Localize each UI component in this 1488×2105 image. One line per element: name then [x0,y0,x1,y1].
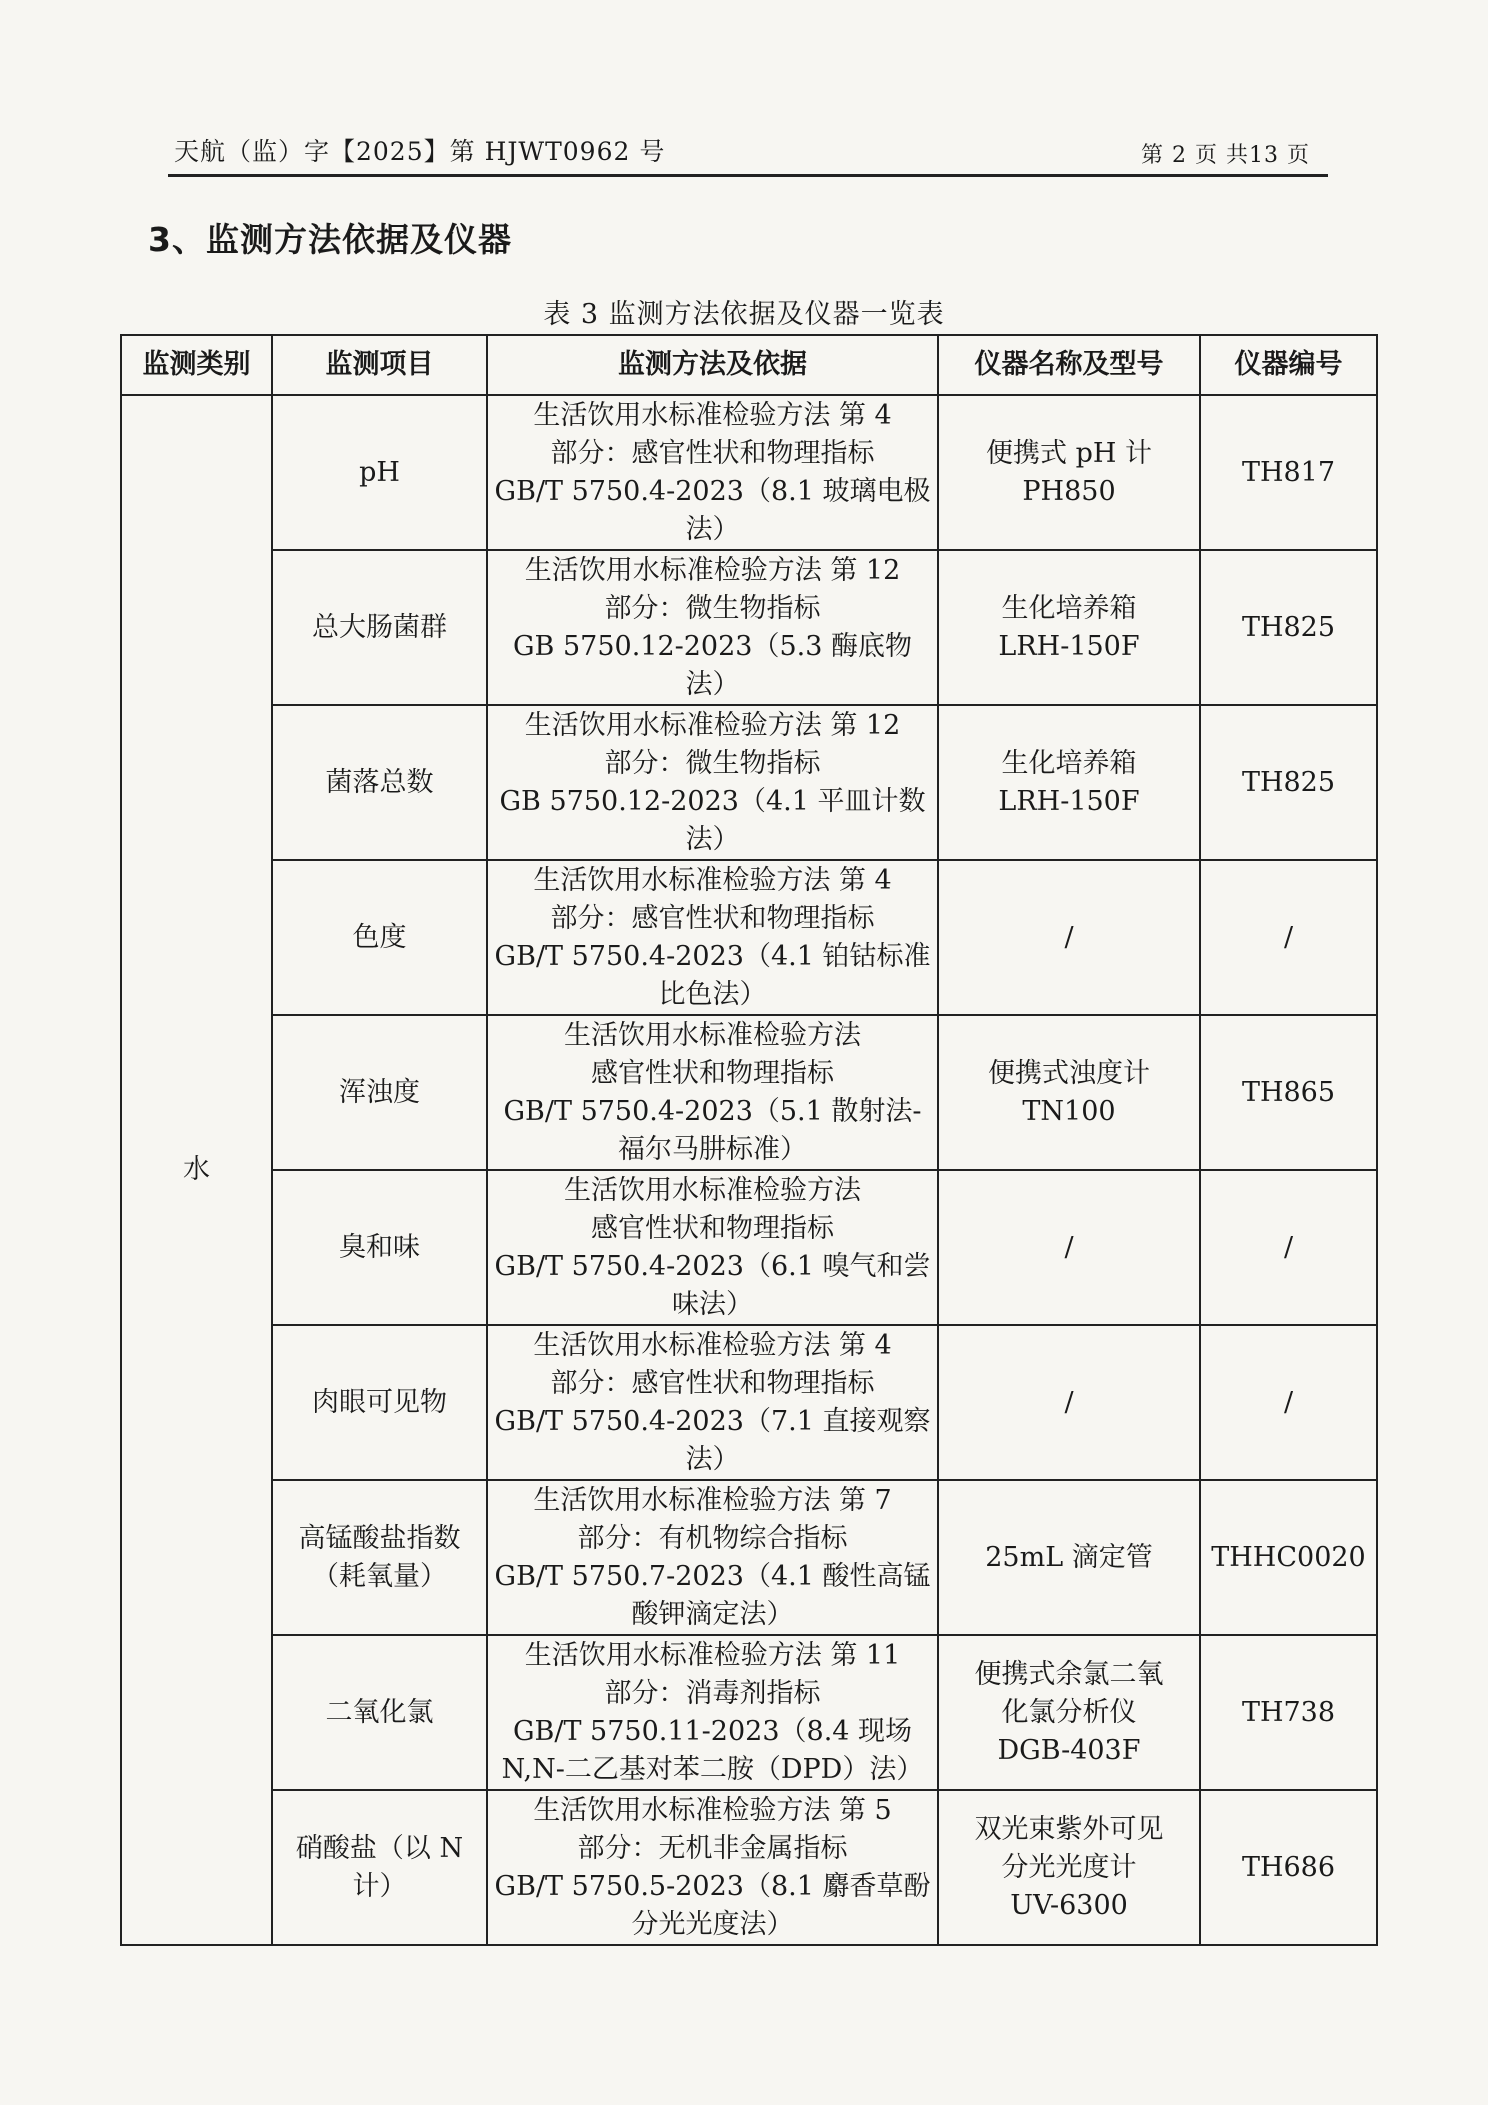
table-body [121,395,1377,1945]
instrument-cell [938,1325,1200,1480]
item-cell: 浑浊度 [272,1015,487,1170]
cell-line: PH850 [1022,475,1116,507]
cell-line: 法） [685,823,740,855]
document-number: 天航（监）字【2025】第 HJWT0962 号 [174,137,666,166]
cell-line: 生化培养箱 [1001,592,1137,624]
cell-line: GB/T 5750.4-2023（8.1 玻璃电极 [494,475,931,507]
cell-line: 法） [685,1443,740,1475]
cell-line: LRH-150F [998,785,1140,817]
item-cell: 菌落总数 [272,705,487,860]
page-number: 第 2 页 共13 页 [1141,143,1310,168]
cell-line: GB/T 5750.4-2023（5.1 散射法- [503,1095,922,1127]
cell-line: UV-6300 [1010,1889,1128,1921]
cell-line: 计） [352,1870,407,1902]
instrument-cell [938,550,1200,705]
instrument-cell [938,860,1200,1015]
instrument-number-cell: / [1200,860,1377,1015]
method-cell [487,1635,938,1790]
column-header: 监测方法及依据 [487,335,938,395]
instrument-cell [938,1015,1200,1170]
cell-line: 部分：感官性状和物理指标 [550,902,875,934]
cell-line: GB 5750.12-2023（4.1 平皿计数 [499,785,926,817]
column-header: 监测项目 [272,335,487,395]
instrument-cell [938,1480,1200,1635]
item-cell: 总大肠菌群 [272,550,487,705]
cell-line: 部分：微生物指标 [604,747,821,779]
instrument-cell [938,1635,1200,1790]
instrument-number-cell: TH817 [1200,395,1377,550]
category-cell: 水 [121,395,272,1945]
table-row [121,1015,1377,1170]
cell-line: 便携式浊度计 [988,1057,1150,1089]
method-cell [487,1480,938,1635]
instrument-number-cell: TH825 [1200,705,1377,860]
cell-line: 生活饮用水标准检验方法 第 12 [524,554,901,586]
cell-line: / [1064,921,1074,953]
instrument-number-cell: TH738 [1200,1635,1377,1790]
item-cell: 二氧化氯 [272,1635,487,1790]
cell-line: 部分：微生物指标 [604,592,821,624]
cell-line: 法） [685,513,740,545]
cell-line: GB/T 5750.4-2023（6.1 嗅气和尝 [494,1250,931,1282]
cell-line: 高锰酸盐指数 [298,1522,461,1554]
cell-line: GB 5750.12-2023（5.3 酶底物法） [512,630,912,700]
column-header: 监测类别 [121,335,272,395]
method-cell [487,1015,938,1170]
cell-line: 酸钾滴定法） [631,1598,794,1630]
table-row [121,705,1377,860]
cell-line: 生活饮用水标准检验方法 第 4 [533,399,892,431]
item-cell: pH [272,395,487,550]
column-header: 仪器名称及型号 [938,335,1200,395]
method-cell [487,1790,938,1945]
cell-line: TN100 [1022,1095,1116,1127]
method-cell [487,395,938,550]
monitoring-methods-table [120,334,1378,1946]
cell-line: 化氯分析仪 [1001,1696,1137,1728]
cell-line: LRH-150F [998,630,1140,662]
column-header: 仪器编号 [1200,335,1377,395]
method-cell [487,860,938,1015]
cell-line: 感官性状和物理指标 [591,1212,834,1244]
section-title: 3、监测方法依据及仪器 [148,220,512,259]
cell-line: 生活饮用水标准检验方法 第 4 [533,864,892,896]
item-cell [272,1480,487,1635]
cell-line: GB/T 5750.4-2023（4.1 铂钴标准 [494,940,931,972]
cell-line: 生活饮用水标准检验方法 [564,1174,861,1206]
cell-line: GB/T 5750.5-2023（8.1 麝香草酚 [494,1870,931,1902]
table-row [121,1325,1377,1480]
cell-line: 硝酸盐（以 N [295,1832,464,1864]
cell-line: DGB-403F [997,1734,1141,1766]
table-row [121,860,1377,1015]
cell-line: 部分：感官性状和物理指标 [550,437,875,469]
item-cell [272,1790,487,1945]
cell-line: GB/T 5750.4-2023（7.1 直接观察 [494,1405,931,1437]
cell-line: 比色法） [658,978,767,1010]
cell-line: 福尔马肼标准） [618,1133,807,1165]
method-cell [487,705,938,860]
instrument-number-cell: TH865 [1200,1015,1377,1170]
table-header-row [121,335,1377,395]
cell-line: / [1064,1231,1074,1263]
cell-line: （耗氧量） [312,1560,447,1592]
method-cell [487,1325,938,1480]
cell-line: N,N-二乙基对苯二胺（DPD）法） [501,1753,924,1785]
cell-line: 感官性状和物理指标 [591,1057,834,1089]
method-cell [487,1170,938,1325]
instrument-cell [938,1790,1200,1945]
page-header [168,130,1328,177]
cell-line: 生化培养箱 [1001,747,1137,779]
cell-line: 味法） [672,1288,753,1320]
table-row [121,395,1377,550]
cell-line: 部分：感官性状和物理指标 [550,1367,875,1399]
cell-line: GB/T 5750.11-2023（8.4 现场 [512,1715,913,1747]
cell-line: 生活饮用水标准检验方法 第 12 [524,709,901,741]
instrument-number-cell: / [1200,1325,1377,1480]
cell-line: / [1064,1386,1074,1418]
item-cell: 肉眼可见物 [272,1325,487,1480]
instrument-cell [938,1170,1200,1325]
cell-line: 便携式 pH 计 [986,437,1152,469]
table-row [121,550,1377,705]
instrument-cell [938,705,1200,860]
instrument-cell [938,395,1200,550]
cell-line: 生活饮用水标准检验方法 第 11 [524,1639,901,1671]
cell-line: 部分：消毒剂指标 [604,1677,821,1709]
cell-line: 生活饮用水标准检验方法 第 7 [533,1484,892,1516]
cell-line: 部分：有机物综合指标 [577,1522,848,1554]
cell-line: 生活饮用水标准检验方法 第 4 [533,1329,892,1361]
cell-line: 分光光度计 [1001,1851,1137,1883]
table-row [121,1635,1377,1790]
item-cell: 色度 [272,860,487,1015]
item-cell: 臭和味 [272,1170,487,1325]
table-caption: 表 3 监测方法依据及仪器一览表 [543,299,945,330]
cell-line: 分光光度法） [631,1908,794,1940]
cell-line: GB/T 5750.7-2023（4.1 酸性高锰 [494,1560,931,1592]
table-row [121,1790,1377,1945]
cell-line: 双光束紫外可见 [974,1813,1164,1845]
instrument-number-cell: THHC0020 [1200,1480,1377,1635]
cell-line: 部分：无机非金属指标 [577,1832,848,1864]
cell-line: 25mL 滴定管 [985,1541,1153,1573]
table-row [121,1170,1377,1325]
method-cell [487,550,938,705]
instrument-number-cell: / [1200,1170,1377,1325]
cell-line: 生活饮用水标准检验方法 [564,1019,861,1051]
table-row [121,1480,1377,1635]
cell-line: 生活饮用水标准检验方法 第 5 [533,1794,892,1826]
cell-line: 便携式余氯二氧 [974,1658,1164,1690]
instrument-number-cell: TH825 [1200,550,1377,705]
instrument-number-cell: TH686 [1200,1790,1377,1945]
